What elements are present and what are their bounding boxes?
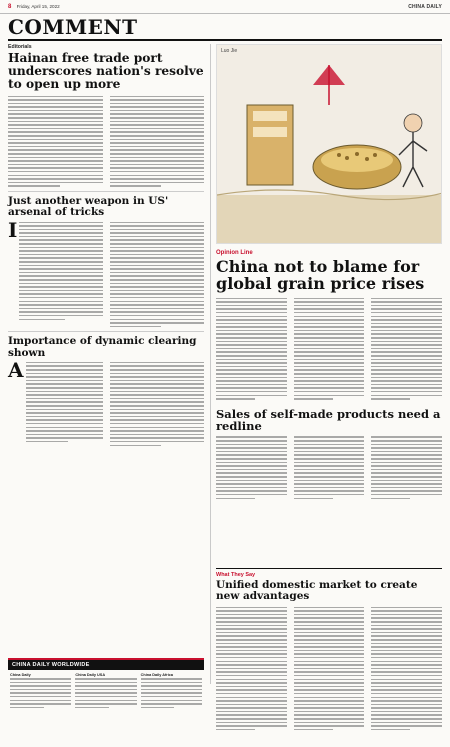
editorials-column <box>8 44 204 454</box>
office-entry <box>141 673 202 708</box>
editorial-cartoon <box>216 44 442 244</box>
masthead-box-title: CHINA DAILY WORLDWIDE <box>8 660 204 670</box>
lead-editorial-headline[interactable]: Hainan free trade port underscores nation's resolve to open up more <box>8 51 204 92</box>
third-editorial <box>8 336 204 450</box>
office-list <box>8 670 204 711</box>
second-editorial-headline[interactable]: Just another weapon in US' arsenal of tricks <box>8 194 169 219</box>
section-title: COMMENT <box>8 15 138 39</box>
section-rule <box>8 39 442 41</box>
opinion-body <box>216 298 442 400</box>
opinion-kicker: Opinion Line <box>216 250 253 256</box>
what-they-say-headline[interactable]: Unified domestic market to create new advantages <box>216 579 418 603</box>
what-they-say-kicker: What They Say <box>216 572 256 578</box>
second-editorial <box>8 196 204 332</box>
page-number: 8 <box>8 3 12 10</box>
office-name: China Daily USA <box>75 673 106 677</box>
office-entry <box>75 673 136 708</box>
masthead-box <box>8 658 204 742</box>
lead-editorial-body <box>8 96 204 187</box>
editorials-kicker: Editorials <box>8 44 32 50</box>
opinion-headline[interactable]: China not to blame for global grain price rises <box>216 257 425 294</box>
drop-cap: I <box>8 217 18 242</box>
third-editorial-body <box>8 357 204 446</box>
second-editorial-body <box>8 217 204 328</box>
lead-editorial <box>8 52 204 192</box>
office-name: China Daily <box>10 673 31 677</box>
office-entry <box>10 673 71 708</box>
third-editorial-headline[interactable]: Importance of dynamic clearing shown <box>8 335 197 359</box>
masthead-brand: CHINA DAILY <box>408 3 442 10</box>
feature-body <box>216 436 442 499</box>
feature-headline[interactable]: Sales of self-made products need a redline <box>216 406 441 434</box>
column-divider <box>210 44 211 684</box>
issue-date: Friday, April 15, 2022 <box>16 3 60 9</box>
top-bar <box>0 0 450 14</box>
office-name: China Daily Africa <box>140 673 174 677</box>
what-they-say-section <box>216 568 442 730</box>
cartoon-illustration <box>217 45 442 244</box>
page-info <box>8 4 60 10</box>
drop-cap: A <box>8 357 24 382</box>
opinion-column <box>216 44 442 499</box>
cartoon-artist: Luo Jie <box>221 48 238 54</box>
what-they-say-body <box>216 607 442 731</box>
